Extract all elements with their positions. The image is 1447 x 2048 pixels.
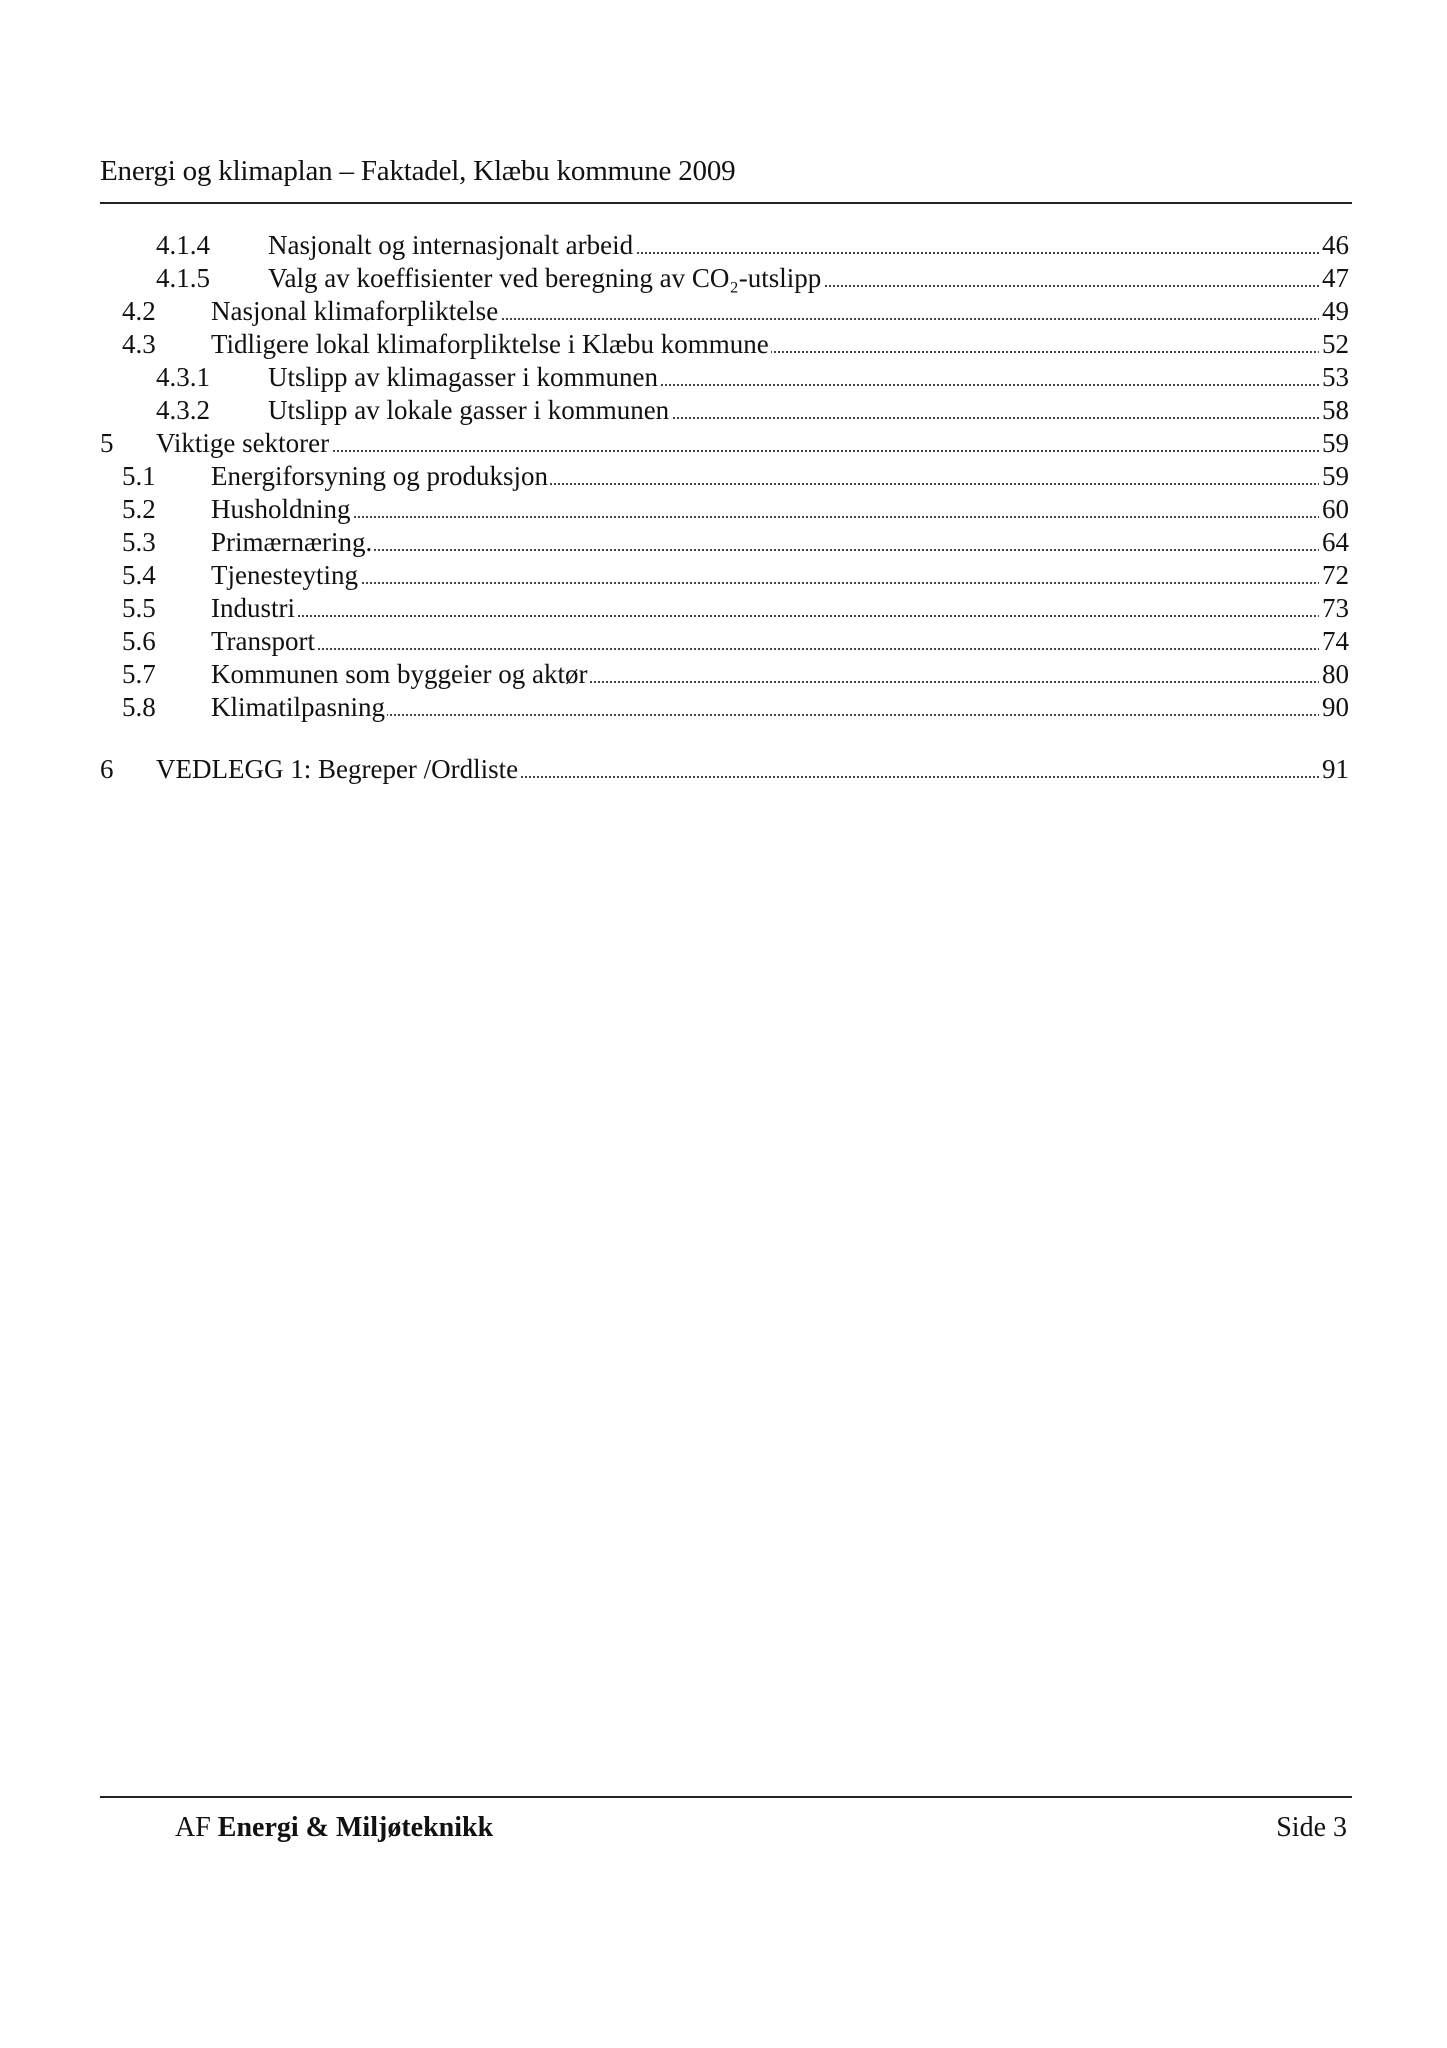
toc-entry-number: 5.4 <box>122 560 156 590</box>
toc-entry[interactable] <box>0 294 1447 328</box>
toc-entry-page: 64 <box>1319 525 1349 559</box>
toc-entry[interactable] <box>0 261 1447 295</box>
footer-divider <box>100 1796 1352 1798</box>
toc-entry-page: 52 <box>1319 327 1349 361</box>
toc-dot-leader <box>211 615 1339 617</box>
toc-entry-page: 73 <box>1319 591 1349 625</box>
toc-entry[interactable] <box>0 657 1447 691</box>
footer-page-number: Side 3 <box>1276 1812 1347 1843</box>
toc-entry-page: 60 <box>1319 492 1349 526</box>
toc-entry[interactable] <box>0 426 1447 460</box>
toc-entry[interactable] <box>0 459 1447 493</box>
toc-entry-page: 72 <box>1319 558 1349 592</box>
toc-entry-number: 5.8 <box>122 692 156 722</box>
footer-company <box>175 1812 493 1844</box>
toc-entry-title: VEDLEGG 1: Begreper /Ordliste <box>156 754 519 784</box>
toc-entry-page: 58 <box>1319 393 1349 427</box>
toc-entry-title: Valg av koeffisienter ved beregning av CO₂-utslipp <box>268 263 822 293</box>
toc-entry-number: 4.3.2 <box>156 395 210 425</box>
toc-entry-number: 5.2 <box>122 494 156 524</box>
toc-entry-title: Tjenesteyting <box>211 560 358 590</box>
toc-entry-title: Klimatilpasning <box>211 692 385 722</box>
toc-entry-title: Utslipp av lokale gasser i kommunen <box>268 395 670 425</box>
toc-entry[interactable] <box>0 327 1447 361</box>
toc-entry[interactable] <box>0 591 1447 625</box>
toc-entry[interactable] <box>0 360 1447 394</box>
toc-entry-page: 90 <box>1319 690 1349 724</box>
toc-entry-title: Industri <box>211 593 295 623</box>
footer-company-prefix: AF <box>175 1812 211 1843</box>
toc-entry-number: 4.3.1 <box>156 362 210 392</box>
toc-entry-title: Energiforsyning og produksjon <box>211 461 548 491</box>
toc-entry-number: 5.7 <box>122 659 156 689</box>
toc-entry-number: 5.6 <box>122 626 156 656</box>
toc-entry-page: 80 <box>1319 657 1349 691</box>
toc-entry-number: 4.1.5 <box>156 263 210 293</box>
toc-entry[interactable] <box>0 393 1447 427</box>
toc-entry-page: 49 <box>1319 294 1349 328</box>
toc-dot-leader <box>211 582 1339 584</box>
toc-dot-leader <box>156 450 1339 452</box>
toc-entry-number: 4.3 <box>122 329 156 359</box>
toc-entry-page: 59 <box>1319 426 1349 460</box>
toc-entry[interactable] <box>0 492 1447 526</box>
toc-entry[interactable] <box>0 752 1447 786</box>
toc-entry-title: Nasjonal klimaforpliktelse <box>211 296 499 326</box>
toc-entry-page: 59 <box>1319 459 1349 493</box>
toc-entry-number: 5.1 <box>122 461 156 491</box>
toc-entry-title: Primærnæring. <box>211 527 373 557</box>
toc-entry-number: 6 <box>100 754 114 784</box>
toc-entry-number: 4.1.4 <box>156 230 210 260</box>
toc-entry-number: 5.3 <box>122 527 156 557</box>
toc-entry-title: Kommunen som byggeier og aktør <box>211 659 588 689</box>
toc-entry-title: Nasjonalt og internasjonalt arbeid <box>268 230 634 260</box>
toc-entry-page: 91 <box>1319 752 1349 786</box>
toc-entry-page: 46 <box>1319 228 1349 262</box>
toc-entry[interactable] <box>0 558 1447 592</box>
toc-entry-page: 47 <box>1319 261 1349 295</box>
toc-entry[interactable] <box>0 228 1447 262</box>
toc-dot-leader <box>211 648 1339 650</box>
toc-entry[interactable] <box>0 525 1447 559</box>
toc-entry-title: Utslipp av klimagasser i kommunen <box>268 362 658 392</box>
footer-company-name: Energi & Miljøteknikk <box>217 1812 494 1843</box>
toc-entry[interactable] <box>0 690 1447 724</box>
toc-entry[interactable] <box>0 624 1447 658</box>
toc-dot-leader <box>211 549 1339 551</box>
toc-entry-title: Transport <box>211 626 316 656</box>
toc-entry-title: Viktige sektorer <box>156 428 330 458</box>
toc-entry-number: 4.2 <box>122 296 156 326</box>
toc-entry-title: Husholdning <box>211 494 351 524</box>
toc-entry-page: 53 <box>1319 360 1349 394</box>
toc-entry-number: 5 <box>100 428 114 458</box>
toc-entry-number: 5.5 <box>122 593 156 623</box>
toc-entry-title: Tidligere lokal klimaforpliktelse i Klæbu kommune <box>211 329 769 359</box>
toc-dot-leader <box>211 516 1339 518</box>
toc-entry-page: 74 <box>1319 624 1349 658</box>
page-header-title: Energi og klimaplan – Faktadel, Klæbu kommune 2009 <box>100 155 736 187</box>
